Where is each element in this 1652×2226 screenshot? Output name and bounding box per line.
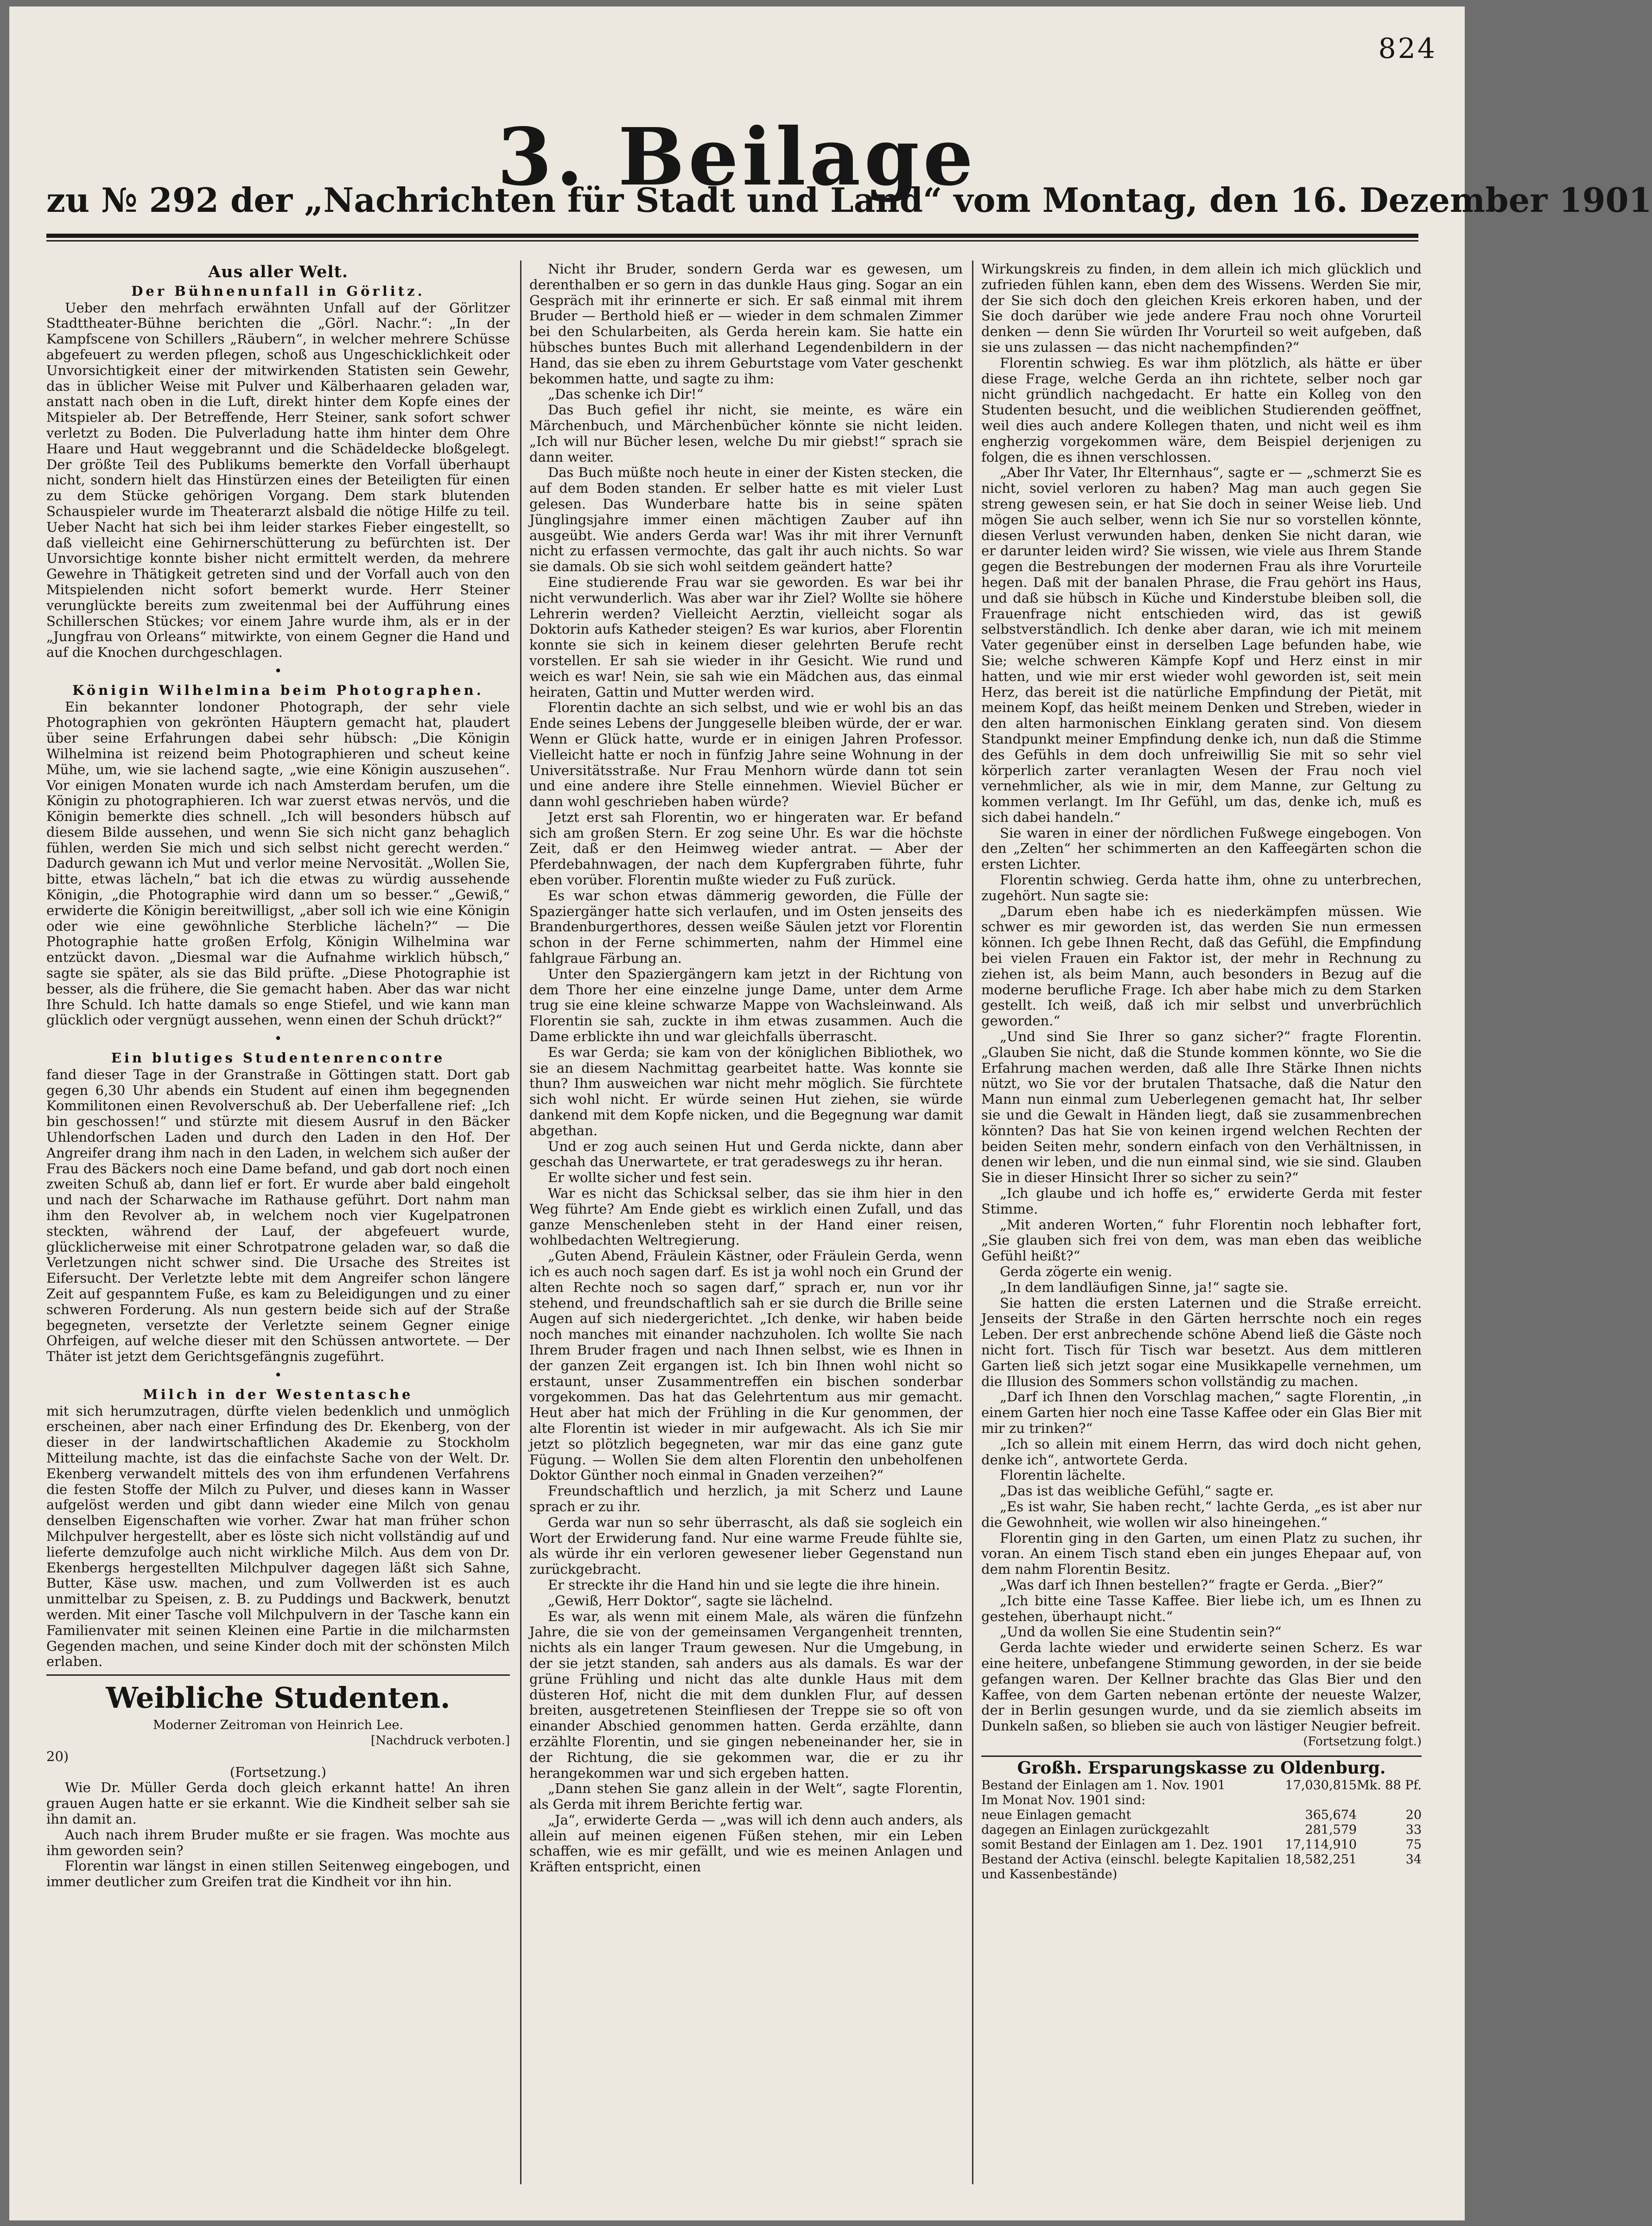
- article-heading-buehnenunfall: Der Bühnenunfall in Görlitz.: [131, 283, 425, 299]
- story-paragraph: Es war Gerda; sie kam von der königlichen Bibliothek, wo sie an diesem Nachmittag gearbeitet hatte. Was konnte sie thun? Ihm ausweichen war nicht mehr möglich. Sie fürchtete sich wohl nicht. Er würde seinen Hut ziehen, sie würde dankend mit dem Kopfe nicken, und die Begegnung war damit abgethan.: [529, 1044, 963, 1138]
- serial-paragraph: Wie Dr. Müller Gerda doch gleich erkannt hatte! An ihren grauen Augen hatte er sie erkannt. Wie die Kindheit selber sah sie ihn damit an.: [46, 1780, 510, 1827]
- story-paragraph: Sie hatten die ersten Laternen und die Straße erreicht. Jenseits der Straße in den Gärten herrschte noch ein reges Leben. Der erst anbrechende schöne Abend ließ die Gäste noch nicht fort. Tisch für Tisch war besetzt. Aus dem mittleren Garten ließ sich jetzt sogar eine Musikkapelle vernehmen, um die Illusion des Sommers schon vollständig zu machen.: [981, 1295, 1422, 1389]
- masthead-rule-thick: [46, 234, 1418, 238]
- page-number: 824: [1378, 32, 1437, 65]
- table-row: [981, 1838, 1422, 1852]
- table-cell: [1283, 1793, 1357, 1808]
- serial-title: Weibliche Studenten.: [106, 1681, 451, 1715]
- article-separator: •: [274, 1030, 282, 1047]
- story-paragraph: Florentin lächelte.: [1000, 1467, 1126, 1483]
- table-cell: Bestand der Einlagen am 1. Nov. 1901: [981, 1778, 1226, 1793]
- table-cell: 17,114,910: [1285, 1837, 1357, 1852]
- story-paragraph: „In dem landläufigen Sinne, ja!“ sagte sie.: [1000, 1279, 1289, 1295]
- bank-balance-table: [981, 1778, 1422, 1882]
- table-cell: Bestand der Activa (einschl. belegte Kapitalien und Kassenbestände): [981, 1852, 1280, 1882]
- table-cell: dagegen an Einlagen zurückgezahlt: [981, 1822, 1209, 1837]
- table-cell: 20: [1405, 1807, 1422, 1822]
- table-cell: 18,582,251: [1285, 1852, 1357, 1867]
- story-paragraph: „Mit anderen Worten,“ fuhr Florentin noch lebhafter fort, „Sie glauben sich frei von dem, was man eben das weibliche Gefühl heißt?“: [981, 1216, 1422, 1264]
- story-paragraph: „Ich so allein mit einem Herrn, das wird doch nicht gehen, denke ich“, antwortete Gerda.: [981, 1436, 1422, 1468]
- story-paragraph: „Und da wollen Sie eine Studentin sein?“: [1000, 1624, 1282, 1640]
- serial-installment-number: 20): [46, 1748, 69, 1764]
- story-paragraph: Gerda zögerte ein wenig.: [1000, 1264, 1172, 1279]
- story-paragraph: Das Buch müßte noch heute in einer der Kisten stecken, die auf dem Boden standen. Er selber hatte es mit vieler Lust gelesen. Das Wunderbare hatte bis in seine späten Jünglingsjahre immer einen mächtigen Zauber auf ihn ausgeübt. Wie anders Gerda war! Was ihr mit ihrer Vernunft nicht zu erfassen vermochte, das galt ihr auch nichts. So war sie damals. Ob sie sich wohl seitdem geändert hatte?: [529, 464, 963, 575]
- story-paragraph: „Gewiß, Herr Doktor“, sagte sie lächelnd.: [548, 1592, 833, 1609]
- table-cell: 34: [1405, 1852, 1422, 1867]
- story-paragraph: Das Buch gefiel ihr nicht, sie meinte, es wäre ein Märchenbuch, und Märchenbücher könnte sie nicht leiden. „Ich will nur Bücher lesen, welche Du mir giebst!“ sprach sie dann weiter.: [529, 402, 963, 465]
- table-cell: somit Bestand der Einlagen am 1. Dez. 1901: [981, 1837, 1264, 1852]
- story-paragraph: „Ich bitte eine Tasse Kaffee. Bier liebe ich, um es Ihnen zu gestehen, überhaupt nicht.“: [981, 1592, 1422, 1624]
- column-3: [981, 261, 1422, 2185]
- story-paragraph: Nicht ihr Bruder, sondern Gerda war es gewesen, um derenthalben er so gern in das dunkle Haus ging. Sogar an ein Gespräch mit ihr erinnerte er sich. Er saß einmal mit ihrem Bruder — Berthold hieß er — wieder in dem schmalen Zimmer bei den Schularbeiten, als Gerda herein kam. Sie hatte ein hübsches buntes Buch mit allerhand Legendenbildern in der Hand, das sie eben zu ihrem Geburtstage vom Vater geschenkt bekommen hatte, und sagte zu ihm:: [529, 261, 963, 387]
- table-row: [981, 1778, 1422, 1793]
- table-cell: 281,579: [1305, 1822, 1357, 1837]
- table-cell: 17,030,815: [1285, 1778, 1357, 1793]
- story-paragraph: „Ich glaube und ich hoffe es,“ erwiderte Gerda mit fester Stimme.: [981, 1185, 1422, 1217]
- story-paragraph: „Und sind Sie Ihrer so ganz sicher?“ fragte Florentin. „Glauben Sie nicht, daß die Stunde kommen könnte, wo Sie die Erfahrung machen werden, daß alle Ihre Stärke Ihnen nichts nützt, wo Sie vor der brutalen Thatsache, daß die Natur den Mann nun einmal zum Ueberlegenen gemacht hat, Ihr selber sie und die Gewalt in Händen liegt, daß sie zusammenbrechen könnten? Das hat Sie von keinen irgend welchen Rechten der beiden Seiten mehr, sondern einfach von den Verhältnissen, in denen wir leben, und die nun einmal sind, wie sie sind. Glauben Sie in dieser Hinsicht Ihrer so sicher zu sein?“: [981, 1029, 1422, 1186]
- column-divider-1: [520, 261, 521, 2184]
- story-paragraph: Jetzt erst sah Florentin, wo er hingeraten war. Er befand sich am großen Stern. Er zog seine Uhr. Es war die höchste Zeit, daß er den Heimweg wieder antrat. — Aber der Pferdebahnwagen, der nach dem Kupfergraben führte, fuhr eben vorüber. Florentin mußte wieder zu Fuß zurück.: [529, 809, 963, 888]
- story-paragraph: War es nicht das Schicksal selber, das sie ihm hier in den Weg führte? Am Ende giebt es wirklich einen Zufall, und das ganze Menschenleben steht in der Hand einer reisen, wohlbedachten Weltregierung.: [529, 1185, 963, 1248]
- story-paragraph: Und er zog auch seinen Hut und Gerda nickte, dann aber geschah das Unerwartete, er trat geradeswegs zu ihr heran.: [529, 1138, 963, 1170]
- article-text-studenten: fand dieser Tage in der Granstraße in Göttingen statt. Dort gab gegen 6,30 Uhr abends ein Student auf einen ihm begegnenden Kommilitonen einen Revolverschuß ab. Der Ueberfallene rief: „Ich bin geschossen!“ und stürzte mit diesem Ausruf in den Bäcker Uhlendorfschen Laden und durch den Laden in den Hof. Der Angreifer drang ihm nach in den Laden, in welchem sich außer der Frau des Bäckers noch eine Dame befand, und gab dort noch einen zweiten Schuß ab, dann lief er fort. Er wurde aber bald eingeholt und nach der Scharwache im Rathause geführt. Dort nahm man ihm den Revolver ab, in welchem noch vier Kugelpatronen steckten, während der Lauf, der abgefeuert wurde, glücklicherweise mit einer Schrotpatrone geladen war, so daß die Verletzungen nicht schwer sind. Die Ursache des Streites ist Eifersucht. Der Verletzte lebte mit dem Angreifer schon längere Zeit auf gespanntem Fuße, es kam zu Beleidigungen und zu einer schweren Forderung. Als nun gestern beide sich auf der Straße begegneten, versetzte der Verletzte seinem Gegner einige Ohrfeigen, auf welche dieser mit den Schüssen antwortete. — Der Thäter ist jetzt dem Gerichtsgefängnis zugeführt.: [46, 1066, 510, 1365]
- article-separator: •: [274, 662, 282, 679]
- story-paragraph: Es war schon etwas dämmerig geworden, die Fülle der Spaziergänger hatte sich verlaufen, und im Osten jenseits des Brandenburgerthores, dessen weiße Säulen jetzt vor Florentin schon in der Ferne schimmerten, nahm der Himmel eine fahlgraue Färbung an.: [529, 887, 963, 967]
- serial-author: Moderner Zeitroman von Heinrich Lee.: [152, 1718, 404, 1733]
- story-paragraph: Eine studierende Frau war sie geworden. Es war bei ihr nicht verwunderlich. Was aber war ihr Ziel? Wollte sie höhere Lehrerin werden? Vielleicht Aerztin, vielleicht sogar als Doktorin aufs Katheder steigen? Es war kurios, aber Florentin konnte sie sich in keinem dieser gelehrten Berufe recht vorstellen. Er sah sie wieder in ihr Gesicht. Wie rund und weich es war! Nein, sie sah wie ein Mädchen aus, das einmal heiraten, Gattin und Mutter werden wird.: [529, 574, 963, 700]
- table-cell: Im Monat Nov. 1901 sind:: [981, 1793, 1146, 1807]
- table-cell: [1357, 1793, 1422, 1808]
- column-2: [529, 261, 963, 2185]
- story-paragraph: Wirkungskreis zu finden, in dem allein ich mich glücklich und zufrieden fühlen kann, eben dem des Wissens. Werden Sie mir, der Sie sich doch den gleichen Kreis erkoren haben, und der Sie doch darüber wie jede andere Frau noch ohne Vorurteil denken — denn Sie würden Ihr Vorurteil so weit aufgeben, daß sie uns zulassen — das nicht nachempfinden?“: [981, 261, 1422, 355]
- table-cell: neue Einlagen gemacht: [981, 1807, 1131, 1822]
- to-be-continued: (Fortsetzung folgt.): [1303, 1734, 1422, 1749]
- story-paragraph: Er wollte sicher und fest sein.: [548, 1170, 752, 1186]
- story-paragraph: Florentin dachte an sich selbst, und wie er wohl bis an das Ende seines Lebens der Junggeselle bleiben würde, der er war. Wenn er Glück hatte, wurde er in einigen Jahren Professor. Vielleicht hatte er noch in fünfzig Jahre seine Wohnung in der Universitätsstraße. Nur Frau Menhorn würde dann tot sein und eine andere ihre Stelle einnehmen. Wieviel Bücher er dann wohl geschrieben haben würde?: [529, 700, 963, 810]
- article-text-wilhelmina: Ein bekannter londoner Photograph, der sehr viele Photographien von gekrönten Häuptern gemacht hat, plaudert über seine Erfahrungen dabei sehr hübsch: „Die Königin Wilhelmina ist reizend beim Photographieren und scheut keine Mühe, um, wie sie lachend sagte, „wie eine Königin auszusehen“. Vor einigen Monaten wurde ich nach Amsterdam berufen, um die Königin zu photographieren. Ich war zuerst etwas nervös, und die Königin bemerkte dies schnell. „Ich will besonders hübsch auf diesem Bilde aussehen, und wenn Sie sich nicht ganz behaglich fühlen, werden Sie mich und sich selbst nicht gerecht werden.“ Dadurch gewann ich Mut und verlor meine Nervosität. „Wollen Sie, bitte, etwas lächeln,“ bat ich die etwas zu würdig aussehende Königin, „die Photographie wird dann um so besser.“ „Gewiß,“ erwiderte die Königin bereitwilligst, „aber soll ich wie eine Königin oder wie eine gewöhnliche Sterbliche lächeln?“ — Die Photographie hatte großen Erfolg, Königin Wilhelmina war entzückt davon. „Diesmal war die Aufnahme wirklich hübsch,“ sagte sie später, als sie das Bild prüfte. „Diese Photographie ist besser, als die frühere, die Sie gemacht haben. Aber das war nicht Ihre Schuld. Ich hatte damals so enge Stiefel, und wie kann man glücklich oder vergnügt aussehen, wenn einen der Schuh drückt?“: [46, 699, 510, 1028]
- story-paragraph: „Darf ich Ihnen den Vorschlag machen,“ sagte Florentin, „in einem Garten hier noch eine Tasse Kaffee oder ein Glas Bier mit mir zu trinken?“: [981, 1389, 1422, 1436]
- story-paragraph: Florentin schwieg. Gerda hatte ihm, ohne zu unterbrechen, zugehört. Nun sagte sie:: [981, 872, 1422, 903]
- article-text-buehnenunfall: Ueber den mehrfach erwähnten Unfall auf der Görlitzer Stadttheater-Bühne berichten die „Görl. Nachr.“: „In der Kampfscene von Schillers „Räubern“, in welcher mehrere Schüsse abgefeuert zu werden pflegen, schoß aus Ungeschicklichkeit oder Unvorsichtigkeit einer der mitwirkenden Statisten sein Gewehr, das in üblicher Weise mit Pulver und Kälberhaaren geladen war, anstatt nach oben in die Luft, direkt hinter dem Kopfe eines der Mitspieler ab. Der Betreffende, Herr Steiner, sank sofort schwer verletzt zu Boden. Die Pulverladung hatte ihm hinter dem Ohre Haare und Haut weggebrannt und die Schädeldecke bloßgelegt. Der größte Teil des Publikums bemerkte den Vorfall überhaupt nicht, sondern hielt das Hinstürzen eines der Beteiligten für einen zu dem Stücke gehörigen Vorgang. Dem stark blutenden Schauspieler wurde im Theaterarzt alsbald die nötige Hilfe zu teil. Ueber Nacht hat sich bei ihm leider starkes Fieber eingestellt, so daß vielleicht eine Gehirnerschütterung zu befürchten ist. Der Unvorsichtige konnte bisher nicht ermittelt werden, da mehrere Gewehre in Thätigkeit getreten sind und der Vorfall auch von den Mitspielenden nicht sofort bemerkt wurde. Herr Steiner verunglückte bereits zum zweitenmal bei der Aufführung eines Schillerschen Stückes; vor einem Jahre wurde ihm, als er in der „Jungfrau von Orleans“ mitwirkte, von einem Gegner die Hand und auf die Knochen durchgeschlagen.: [46, 299, 510, 661]
- table-cell: 75: [1405, 1837, 1422, 1852]
- bank-notice-title: Großh. Ersparungskasse zu Oldenburg.: [981, 1755, 1422, 1776]
- serial-continuation: (Fortsetzung.): [229, 1764, 327, 1780]
- table-row: [981, 1823, 1422, 1838]
- story-paragraph: Unter den Spaziergängern kam jetzt in der Richtung von dem Thore her eine einzelne junge Dame, unter dem Arme trug sie eine kleine schwarze Mappe von Wachsleinwand. Als Florentin sie sah, zuckte in ihm etwas zusammen. Auch die Dame erblickte ihn und war gleichfalls überrascht.: [529, 966, 963, 1045]
- table-cell: 365,674: [1305, 1807, 1357, 1822]
- story-paragraph: „Dann stehen Sie ganz allein in der Welt“, sagte Florentin, als Gerda mit ihrem Berichte fertig war.: [529, 1781, 963, 1813]
- story-paragraph: Er streckte ihr die Hand hin und sie legte die ihre hinein.: [548, 1577, 940, 1593]
- column-divider-2: [972, 261, 973, 2184]
- newspaper-page: [9, 6, 1652, 2220]
- story-paragraph: Sie waren in einer der nördlichen Fußwege eingebogen. Von den „Zelten“ her schimmerten an den Kaffeegärten schon die ersten Lichter.: [981, 825, 1422, 872]
- section-title: Aus aller Welt.: [208, 262, 349, 281]
- story-paragraph: „Es ist wahr, Sie haben recht,“ lachte Gerda, „es ist aber nur die Gewohnheit, wie wollen wir also hineingehen.“: [981, 1498, 1422, 1530]
- story-paragraph: Florentin ging in den Garten, um einen Platz zu suchen, ihr voran. An einem Tisch stand eben ein junges Ehepaar auf, von dem nahm Florentin Besitz.: [981, 1530, 1422, 1577]
- table-row: [981, 1793, 1422, 1808]
- story-paragraph: Freundschaftlich und herzlich, ja mit Scherz und Laune sprach er zu ihr.: [529, 1483, 963, 1514]
- table-cell: Mk. 88 Pf.: [1357, 1778, 1422, 1793]
- story-paragraph: „Das ist das weibliche Gefühl,“ sagte er.: [1000, 1483, 1274, 1499]
- reprint-notice: [Nachdruck verboten.]: [371, 1733, 510, 1748]
- masthead-rule-thin: [46, 240, 1418, 242]
- story-paragraph: „Darum eben habe ich es niederkämpfen müssen. Wie schwer es mir geworden ist, das werden Sie nun ermessen können. Ich gebe Ihnen Recht, daß das Gefühl, die Empfindung bei vielen Frauen ein Faktor ist, der mehr in Rechnung zu ziehen ist, als beim Mann, auch besonders in Bezug auf die moderne berufliche Frage. Ich aber habe mich zu dem Starken gestellt. Ich weiß, daß ich mir selbst und unverbrüchlich geworden.“: [981, 903, 1422, 1029]
- article-text-milch: mit sich herumzutragen, dürfte vielen bedenklich und unmöglich erscheinen, aber nach einer Erfindung des Dr. Ekenberg, von der dieser in der landwirtschaftlichen Akademie zu Stockholm Mitteilung machte, ist das die einfachste Sache von der Welt. Dr. Ekenberg verwandelt mittels des von ihm erfundenen Verfahrens die festen Stoffe der Milch zu Pulver, und dieses kann in Wasser aufgelöst werden und gibt dann wieder eine Milch von genau denselben Eigenschaften wie vorher. Zwar hat man früher schon Milchpulver hergestellt, aber es löste sich nicht vollständig auf und lieferte demzufolge auch nicht wirkliche Milch. Aus dem von Dr. Ekenbergs hergestellten Milchpulver dagegen läßt sich Sahne, Butter, Käse usw. machen, und zum Vollwerden ist es auch unmittelbar zu Speisen, z. B. zu Puddings und Backwerk, benutzt werden. Mit einer Tasche voll Milchpulvern in der Tasche kann ein Familienvater mit seinen Kleinen eine Partie in die milcharmsten Gegenden machen, und seine Kinder doch mit der schönsten Milch erlaben.: [46, 1403, 510, 1670]
- table-row: [981, 1808, 1422, 1823]
- serial-paragraph: Auch nach ihrem Bruder mußte er sie fragen. Was mochte aus ihm geworden sein?: [46, 1826, 510, 1858]
- story-paragraph: „Das schenke ich Dir!“: [548, 386, 704, 402]
- masthead-subtitle: zu № 292 der „Nachrichten für Stadt und Land“ vom Montag, den 16. Dezember 1901: [46, 180, 1652, 220]
- story-paragraph: Florentin schwieg. Es war ihm plötzlich, als hätte er über diese Frage, welche Gerda an ihn richtete, selber noch gar nicht gründlich nachgedacht. Er hatte ein Kolleg von den Studenten besucht, und die weiblichen Studierenden geöffnet, weil dies auch andere Kollegen thaten, und nicht weil es ihm engherzig vorgekommen wäre, dem Beispiel derjenigen zu folgen, die es ihnen verschlossen.: [981, 355, 1422, 465]
- story-paragraph: Es war, als wenn mit einem Male, als wären die fünfzehn Jahre, die sie von der gemeinsamen Vergangenheit trennten, nichts als ein langer Traum gewesen. Nur die Umgebung, in der sie jetzt standen, sah anders aus als damals. Es war der grüne Frühling und nicht das alte dunkle Haus mit dem düsteren Hof, nicht die mit dem dunklen Flur, auf dessen breiten, ausgetretenen Steinfliesen der Treppe sie so oft von einander Abschied genommen hatten. Gerda erzählte, dann erzählte Florentin, und sie gingen nebeneinander her, sie in der Richtung, die sie gekommen war, die er zu ihr herangekommen war und sich ergeben hatten.: [529, 1608, 963, 1781]
- supplement-title: 3. Beilage: [497, 111, 977, 204]
- table-cell: 33: [1405, 1822, 1422, 1837]
- story-paragraph: „Aber Ihr Vater, Ihr Elternhaus“, sagte er — „schmerzt Sie es nicht, soviel verloren zu haben? Mag man auch gegen Sie streng gewesen sein, er hat Sie doch in seiner Weise lieb. Und mögen Sie auch selber, wenn ich Sie nur so vorstellen könnte, diesen Verlust verwunden haben, denken Sie nicht daran, wie er darunter leiden wird? Sie wissen, wie viele aus Ihrem Stande gegen die Bestrebungen der modernen Frau als ihre Vorurteile hegen. Daß mit der banalen Phrase, die Frau gehört ins Haus, und daß sie hübsch in Küche und Kinderstube bleiben soll, die Frauenfrage nicht entschieden wird, das ist gewiß selbstverständlich. Ich denke aber daran, wie ich mit meinem Vater gegenüber einst in derselben Lage befunden habe, wie Sie; welche schweren Kämpfe Kopf und Herz einst in mir hatten, und wie mir erst wieder wohl geworden ist, seit mein Herz, das bereit ist die natürliche Empfindung der Pietät, mit meinem Kopf, das heißt meinem Denken und Streben, wieder in den alten harmonischen Einklang geraten sind. Von diesem Standpunkt meiner Empfindung denke ich, nun daß die Stimme des Gefühls in dem doch unfreiwillig Sie mit so sehr viel körperlich zarter veranlagten Wesen der Frau noch viel vernehmlicher, als wie in mir, dem Manne, zur Geltung zu kommen verlangt. Im Ihr Gefühl, um das, denke ich, muß es sich dabei handeln.“: [981, 464, 1422, 825]
- serial-rule: [46, 1674, 510, 1676]
- table-row: [981, 1852, 1422, 1882]
- serial-paragraph: Florentin war längst in einen stillen Seitenweg eingebogen, und immer deutlicher zum Greifen trat die Kindheit vor ihn hin.: [46, 1858, 510, 1890]
- story-paragraph: „Ja“, erwiderte Gerda — „was will ich denn auch anders, als allein auf meinen eigenen Füßen stehen, mir ein Leben schaffen, wie es mir gefällt, und wie es meinen Anlagen und Kräften entspricht, einen: [529, 1812, 963, 1875]
- column-1: [46, 261, 510, 2185]
- article-separator: •: [274, 1367, 282, 1383]
- story-paragraph: Gerda war nun so sehr überrascht, als daß sie sogleich ein Wort der Erwiderung fand. Nur eine warme Freude fühlte sie, als würde ihr ein verloren gewesener lieber Gegenstand nun zurückgebracht.: [529, 1514, 963, 1577]
- article-heading-milch: Milch in der Westentasche: [143, 1386, 413, 1402]
- article-heading-wilhelmina: Königin Wilhelmina beim Photographen.: [72, 682, 484, 698]
- article-heading-studenten: Ein blutiges Studentenrencontre: [111, 1050, 445, 1066]
- story-paragraph: „Was darf ich Ihnen bestellen?“ fragte er Gerda. „Bier?“: [1000, 1577, 1384, 1593]
- story-paragraph: Gerda lachte wieder und erwiderte seinen Scherz. Es war eine heitere, unbefangene Stimmung geworden, in der sie beide gefangen waren. Der Kellner brachte das Glas Bier und den Kaffee, von dem Garten nebenan ertönte der neueste Walzer, der in Berlin gesungen wurde, und da sie ziemlich abseits im Dunkeln saßen, so blieben sie auch von lästiger Neugier befreit.: [981, 1640, 1422, 1734]
- story-paragraph: „Guten Abend, Fräulein Kästner, oder Fräulein Gerda, wenn ich es auch noch sagen darf. Es ist ja wohl noch ein Grund der alten Rechte noch so sagen darf,“ sprach er, nun vor ihr stehend, und freundschaftlich sah er sie durch die Brille seine Augen auf sich niedergerichtet. „Ich denke, wir haben beide noch manches mit einander nachzuholen. Ich wollte Sie nach Ihrem Bruder fragen und nach Ihnen selbst, wie es Ihnen in der ganzen Zeit ergangen ist. Ich bin Ihnen wohl nicht so erstaunt, unser Zusammentreffen ein bischen sonderbar vorgekommen. Das hat das Gelehrtentum aus mir gemacht. Heut aber hat mich der Frühling in die Kur genommen, der alte Florentin ist wieder in mir aufgewacht. Als ich Sie mir jetzt so plötzlich begegneten, war mir das eine ganz gute Fügung. — Wollen Sie dem alten Florentin den unbeholfenen Doktor Günther noch einmal in Gnaden verzeihen?“: [529, 1248, 963, 1483]
